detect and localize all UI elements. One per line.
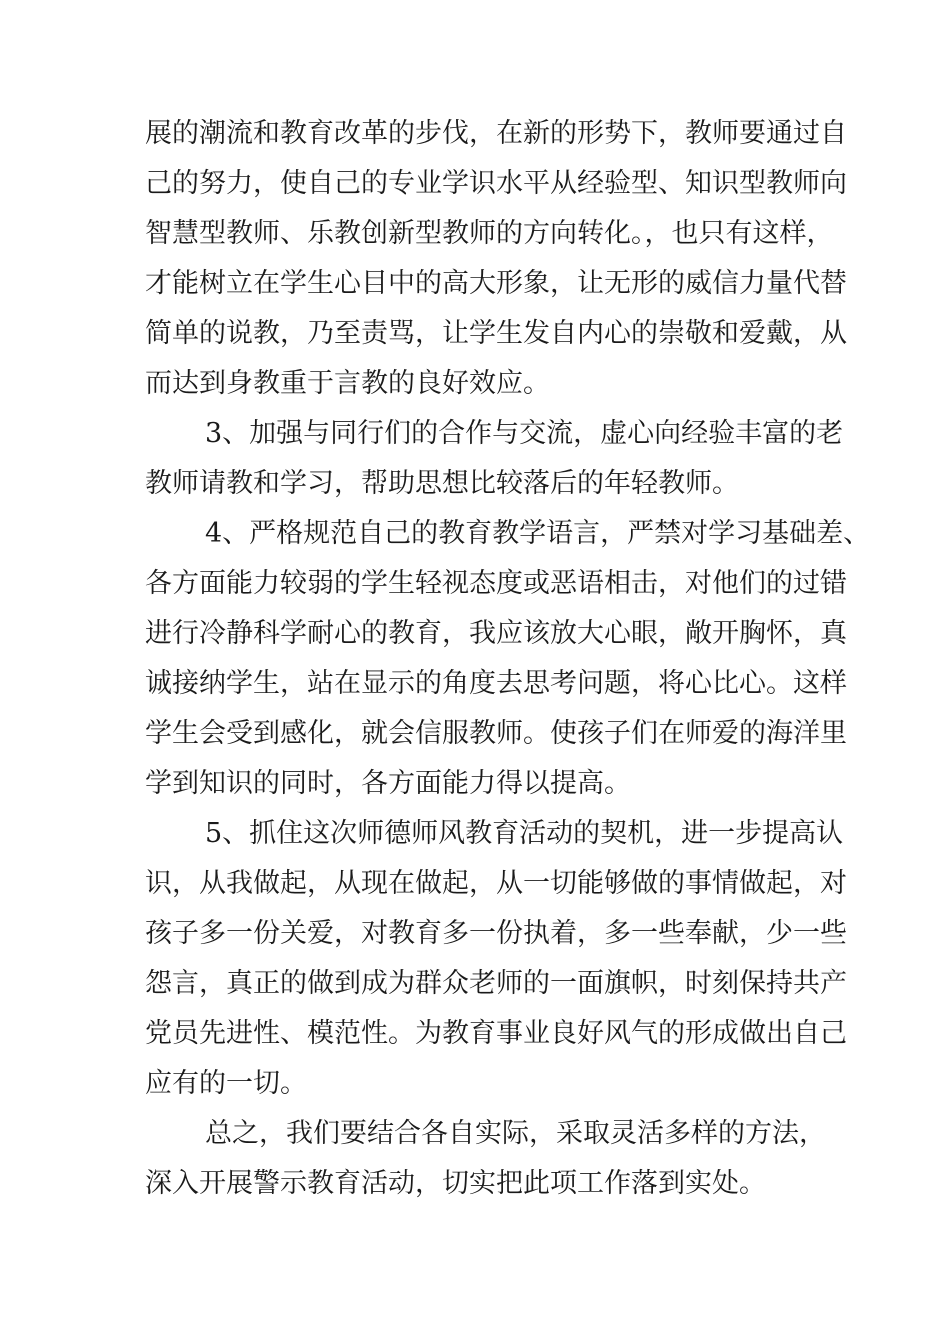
paragraph-line: 怨言，真正的做到成为群众老师的一面旗帜，时刻保持共产: [145, 968, 847, 999]
paragraph-line: 教师请教和学习，帮助思想比较落后的年轻教师。: [145, 468, 739, 499]
paragraph-line: 才能树立在学生心目中的高大形象，让无形的威信力量代替: [145, 268, 847, 299]
paragraph-line: 总之，我们要结合各自实际，采取灵活多样的方法，: [205, 1118, 826, 1149]
paragraph-line: 学生会受到感化，就会信服教师。使孩子们在师爱的海洋里: [145, 718, 847, 749]
paragraph-line: 进行冷静科学耐心的教育，我应该放大心眼，敞开胸怀，真: [145, 618, 847, 649]
paragraph-line: 学到知识的同时，各方面能力得以提高。: [145, 768, 631, 799]
paragraph-line: 简单的说教，乃至责骂，让学生发自内心的崇敬和爱戴，从: [145, 318, 847, 349]
paragraph-line: 5、抓住这次师德师风教育活动的契机，进一步提高认: [205, 818, 844, 849]
paragraph-line: 而达到身教重于言教的良好效应。: [145, 368, 550, 399]
paragraph-line: 应有的一切。: [145, 1068, 307, 1099]
paragraph-line: 党员先进性、模范性。为教育事业良好风气的形成做出自己: [145, 1018, 847, 1049]
paragraph-line: 孩子多一份关爱，对教育多一份执着，多一些奉献，少一些: [145, 918, 847, 949]
paragraph-line: 深入开展警示教育活动，切实把此项工作落到实处。: [145, 1168, 766, 1199]
paragraph-line: 各方面能力较弱的学生轻视态度或恶语相击，对他们的过错: [145, 568, 847, 599]
paragraph-line: 智慧型教师、乐教创新型教师的方向转化。，也只有这样，: [145, 218, 834, 249]
paragraph-line: 4、严格规范自己的教育教学语言，严禁对学习基础差、: [205, 518, 871, 549]
paragraph-line: 3、加强与同行们的合作与交流，虚心向经验丰富的老: [205, 418, 844, 449]
paragraph-line: 诚接纳学生，站在显示的角度去思考问题，将心比心。这样: [145, 668, 847, 699]
paragraph-line: 己的努力，使自己的专业学识水平从经验型、知识型教师向: [145, 168, 847, 199]
paragraph-line: 展的潮流和教育改革的步伐，在新的形势下，教师要通过自: [145, 118, 847, 149]
paragraph-line: 识，从我做起，从现在做起，从一切能够做的事情做起，对: [145, 868, 847, 899]
